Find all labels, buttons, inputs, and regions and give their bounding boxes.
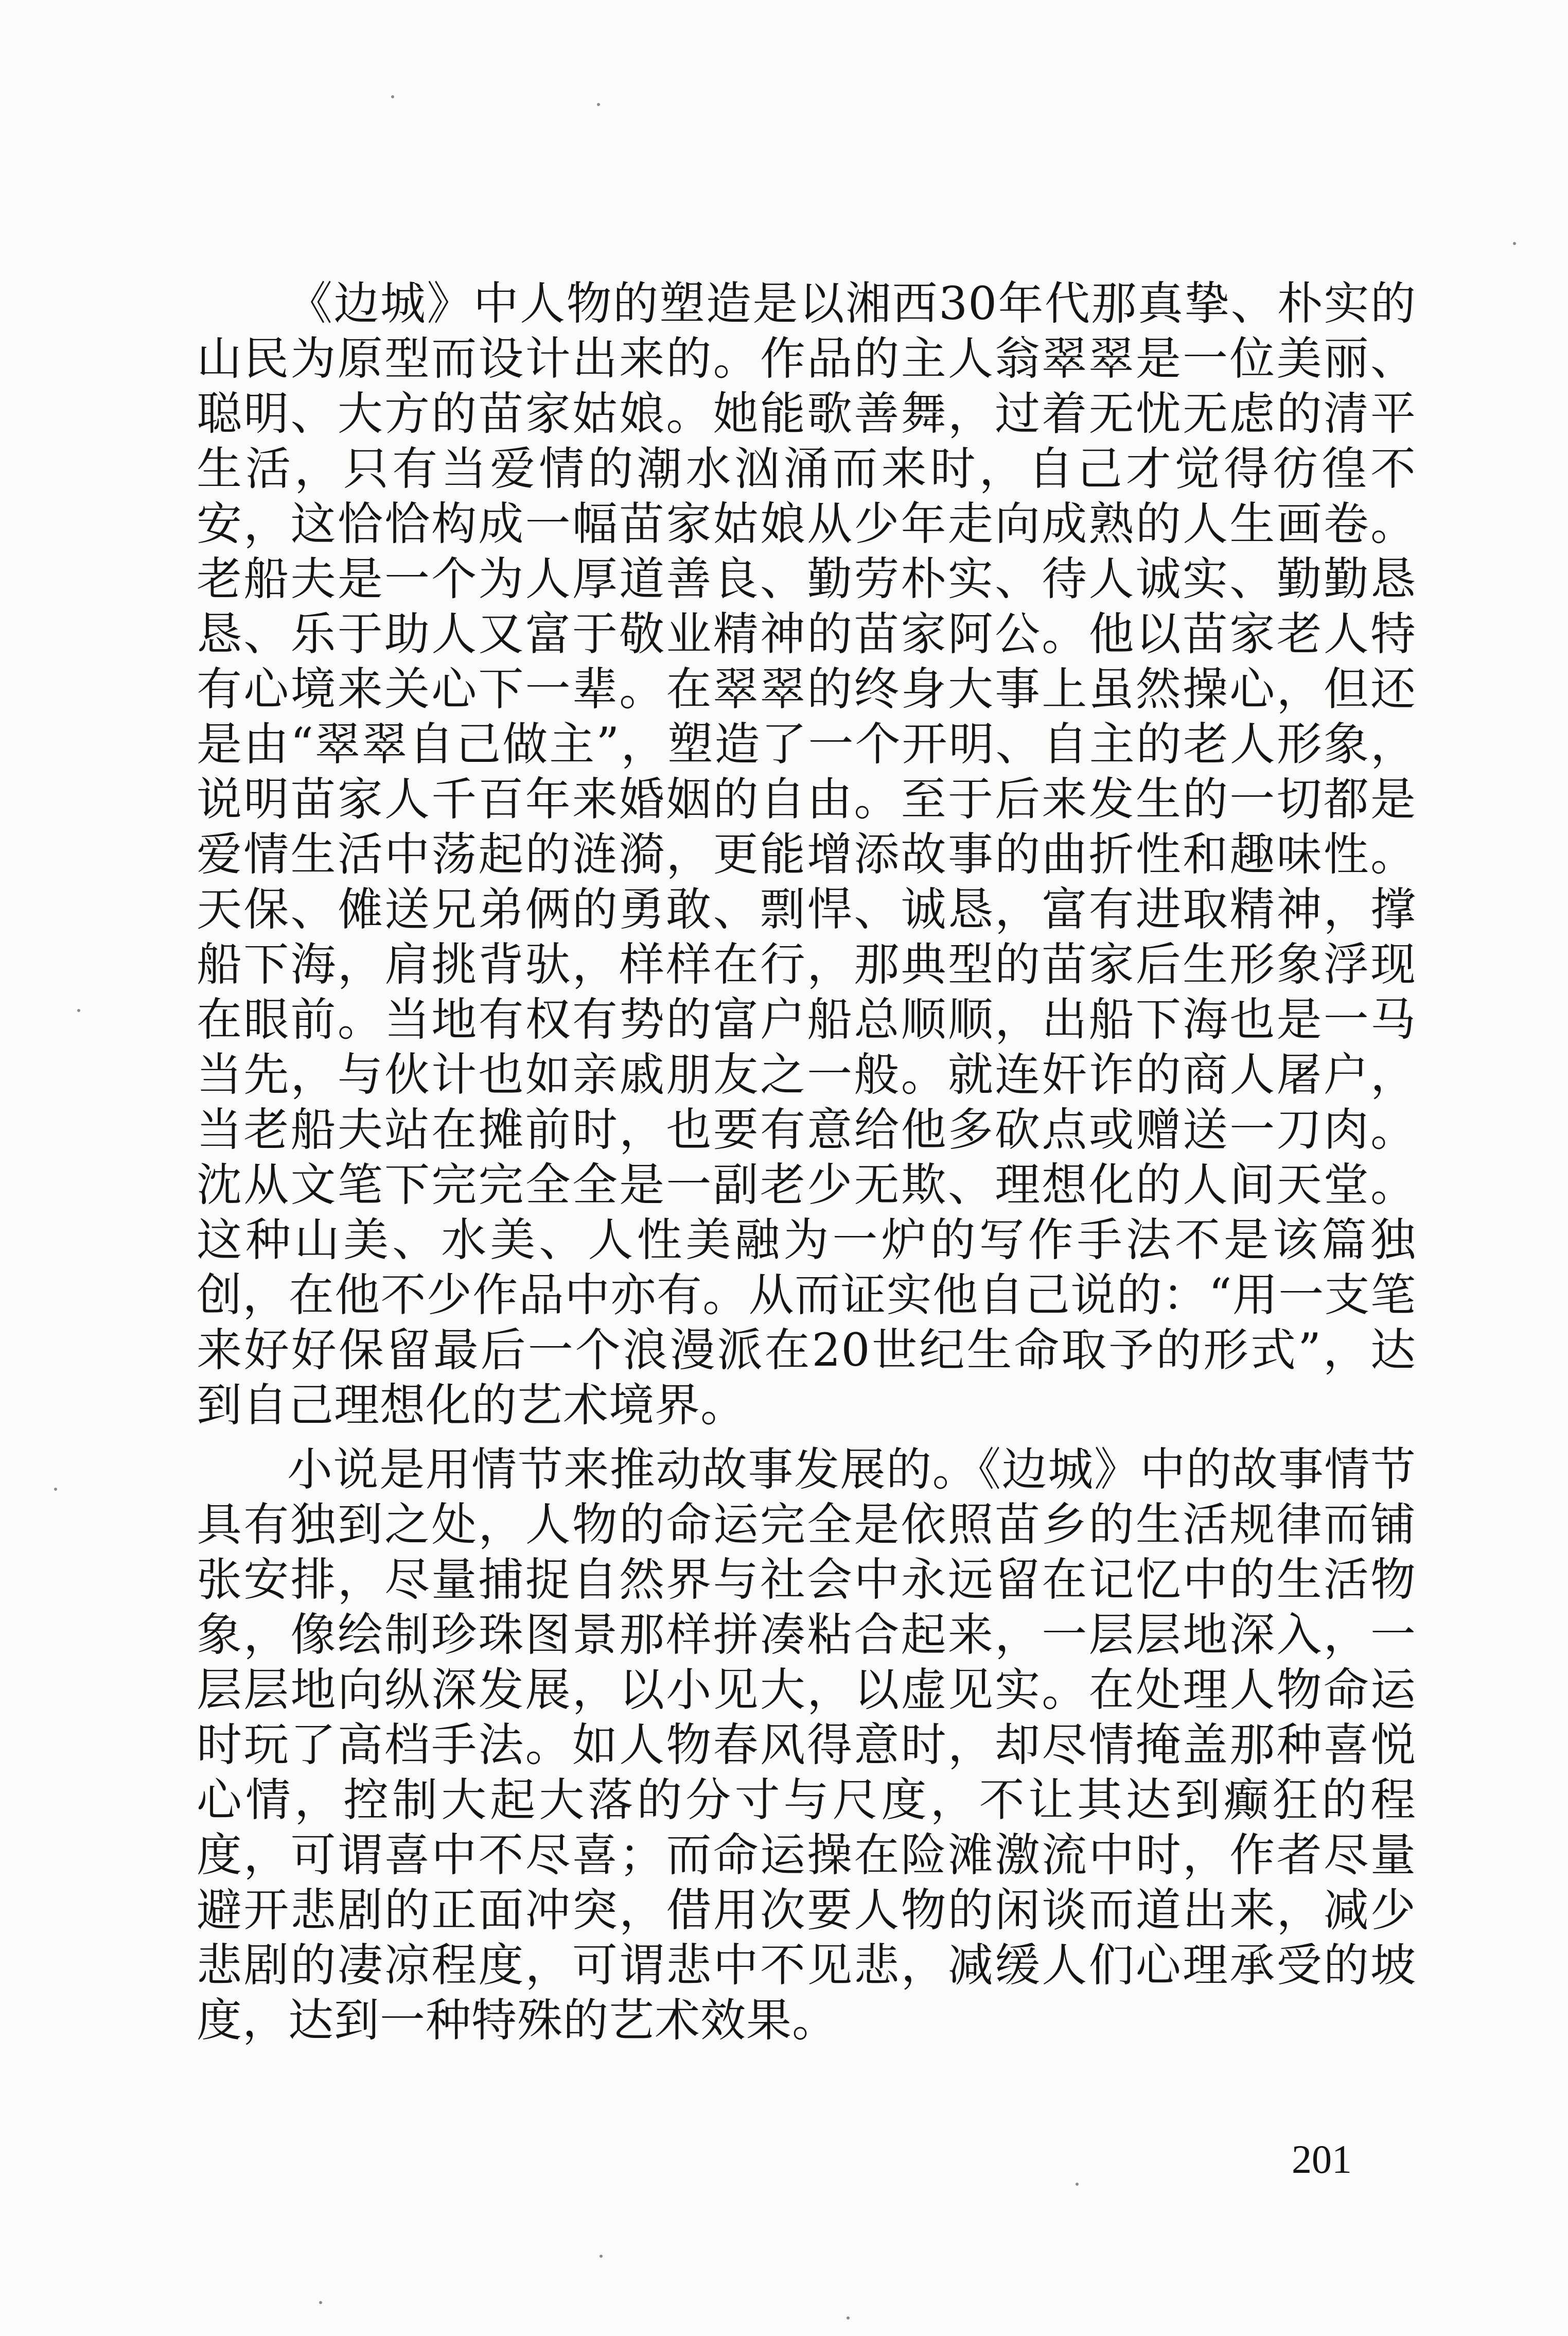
scan-speck — [847, 2316, 850, 2320]
scan-speck — [319, 2301, 322, 2304]
scan-speck — [54, 1488, 57, 1491]
scan-speck — [1513, 242, 1516, 245]
page-number: 201 — [1292, 2137, 1352, 2182]
scan-speck — [597, 103, 600, 106]
scan-speck — [77, 1009, 80, 1012]
scan-speck — [391, 95, 394, 98]
scan-speck — [1076, 2183, 1079, 2186]
scan-speck — [600, 2255, 603, 2258]
body-text — [197, 276, 1416, 2048]
paragraph-1: 《边城》中人物的塑造是以湘西30年代那真挚、朴实的山民为原型而设计出来的。作品的主人翁翠翠是一位美丽、聪明、大方的苗家姑娘。她能歌善舞，过着无忧无虑的清平生活，只有当爱情的潮水汹涌而来时，自己才觉得彷徨不安，这恰恰构成一幅苗家姑娘从少年走向成熟的人生画卷。老船夫是一个为人厚道善良、勤劳朴实、待人诚实、勤勤恳恳、乐于助人又富于敬业精神的苗家阿公。他以苗家老人特有心境来关心下一辈。在翠翠的终身大事上虽然操心，但还是由“翠翠自己做主”，塑造了一个开明、自主的老人形象，说明苗家人千百年来婚姻的自由。至于后来发生的一切都是爱情生活中荡起的涟漪，更能增添故事的曲折性和趣味性。天保、傩送兄弟俩的勇敢、剽悍、诚恳，富有进取精神，撑船下海，肩挑背驮，样样在行，那典型的苗家后生形象浮现在眼前。当地有权有势的富户船总顺顺，出船下海也是一马当先，与伙计也如亲戚朋友之一般。就连奸诈的商人屠户，当老船夫站在摊前时，也要有意给他多砍点或赠送一刀肉。沈从文笔下完完全全是一副老少无欺、理想化的人间天堂。这种山美、水美、人性美融为一炉的写作手法不是该篇独创，在他不少作品中亦有。从而证实他自己说的：“用一支笔来好好保留最后一个浪漫派在20世纪生命取予的形式”，达到自己理想化的艺术境界。 — [197, 277, 1416, 1432]
paragraph-2: 小说是用情节来推动故事发展的。《边城》中的故事情节具有独到之处，人物的命运完全是依照苗乡的生活规律而铺张安排，尽量捕捉自然界与社会中永远留在记忆中的生活物象，像绘制珍珠图景那样拼凑粘合起来，一层层地深入，一层层地向纵深发展，以小见大，以虚见实。在处理人物命运时玩了高档手法。如人物春风得意时，却尽情掩盖那种喜悦心情，控制大起大落的分寸与尺度，不让其达到癫狂的程度，可谓喜中不尽喜；而命运操在险滩激流中时，作者尽量避开悲剧的正面冲突，借用次要人物的闲谈而道出来，减少悲剧的凄凉程度，可谓悲中不见悲，减缓人们心理承受的坡度，达到一种特殊的艺术效果。 — [197, 1443, 1416, 2047]
